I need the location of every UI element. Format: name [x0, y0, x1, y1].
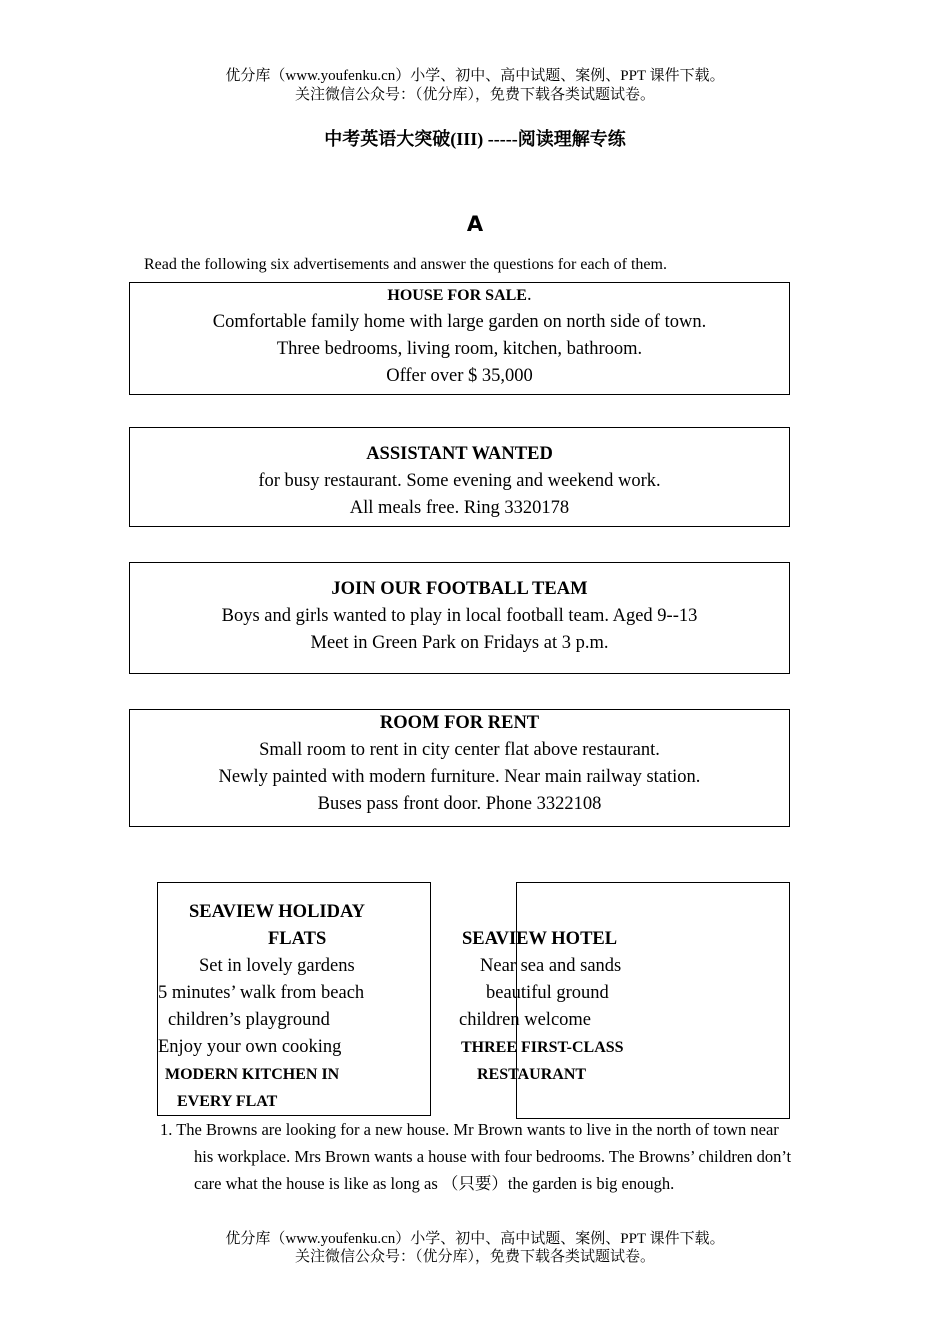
- section-heading: A: [466, 212, 484, 236]
- ad-flats-line-4: Enjoy your own cooking: [158, 1037, 342, 1057]
- ad-house-line-1: Comfortable family home with large garden on north side of town.: [212, 312, 707, 332]
- ad-football: [129, 576, 790, 657]
- ad-hotel-line-1: Near sea and sands: [480, 956, 622, 976]
- ad-house-heading: HOUSE FOR SALE: [387, 287, 527, 304]
- question-1: [160, 1116, 820, 1197]
- header-line-2: 关注微信公众号：（优分库），免费下载各类试题试卷。: [294, 87, 655, 103]
- instruction: Read the following six advertisements and answer the questions for each of them.: [144, 256, 667, 273]
- ad-hotel-line-2: beautiful ground: [486, 983, 609, 1003]
- ad-flats-heading-1: SEAVIEW HOLIDAY: [189, 902, 365, 922]
- page-title: 中考英语大突破(III) -----阅读理解专练: [324, 129, 626, 149]
- ad-assistant-heading: ASSISTANT WANTED: [366, 444, 553, 464]
- ad-flats-line-3: children’s playground: [168, 1010, 330, 1030]
- ad-assistant-line-2: All meals free. Ring 3320178: [349, 498, 570, 518]
- question-1-line-2: his workplace. Mrs Brown wants a house with four bedrooms. The Browns’ children don’t: [194, 1147, 792, 1166]
- ad-assistant-line-1: for busy restaurant. Some evening and weekend work.: [258, 471, 661, 491]
- ad-flats-line-5: MODERN KITCHEN IN: [165, 1066, 340, 1083]
- ad-flats-heading-2: FLATS: [268, 929, 327, 949]
- ad-room-line-3: Buses pass front door. Phone 3322108: [317, 794, 602, 814]
- ad-football-line-1: Boys and girls wanted to play in local football team. Aged 9--13: [221, 606, 698, 626]
- ad-flats-line-2: 5 minutes’ walk from beach: [158, 983, 365, 1003]
- ad-room-heading: ROOM FOR RENT: [379, 713, 540, 733]
- ad-hotel-line-3: children welcome: [459, 1010, 592, 1030]
- question-1-line-3: care what the house is like as long as （只要）the garden is big enough.: [194, 1174, 675, 1193]
- ad-flats-line-1: Set in lovely gardens: [199, 956, 355, 976]
- ad-house-line-2: Three bedrooms, living room, kitchen, bathroom.: [276, 339, 643, 359]
- question-1-line-1: 1. The Browns are looking for a new house. Mr Brown wants to live in the north of town near: [160, 1120, 779, 1139]
- ad-hotel-line-4: THREE FIRST-CLASS: [461, 1039, 624, 1056]
- ad-assistant: [129, 441, 790, 522]
- ad-hotel-heading: SEAVIEW HOTEL: [462, 929, 618, 949]
- ad-room-line-1: Small room to rent in city center flat above restaurant.: [259, 740, 660, 760]
- ad-football-line-2: Meet in Green Park on Fridays at 3 p.m.: [310, 633, 609, 653]
- ad-house: HOUSE FOR SALE. Comfortable family home with large garden on north side of town. Three bedrooms, living room, kitchen, bathroom. Offer over $ 35,000: [129, 282, 790, 390]
- ad-room-line-2: Newly painted with modern furniture. Near main railway station.: [218, 767, 701, 787]
- ad-flats-line-6: EVERY FLAT: [177, 1093, 278, 1110]
- ad-room: [129, 710, 790, 818]
- header-line-1: 优分库（www.youfenku.cn）小学、初中、高中试题、案例、PPT 课件下载。: [225, 68, 725, 84]
- ad-football-heading: JOIN OUR FOOTBALL TEAM: [331, 579, 588, 599]
- ad-hotel-line-5: RESTAURANT: [477, 1066, 587, 1083]
- footer-line-2: 关注微信公众号：（优分库），免费下载各类试题试卷。: [294, 1249, 655, 1265]
- footer-line-1: 优分库（www.youfenku.cn）小学、初中、高中试题、案例、PPT 课件下载。: [225, 1231, 725, 1247]
- ad-house-line-3: Offer over $ 35,000: [386, 366, 533, 386]
